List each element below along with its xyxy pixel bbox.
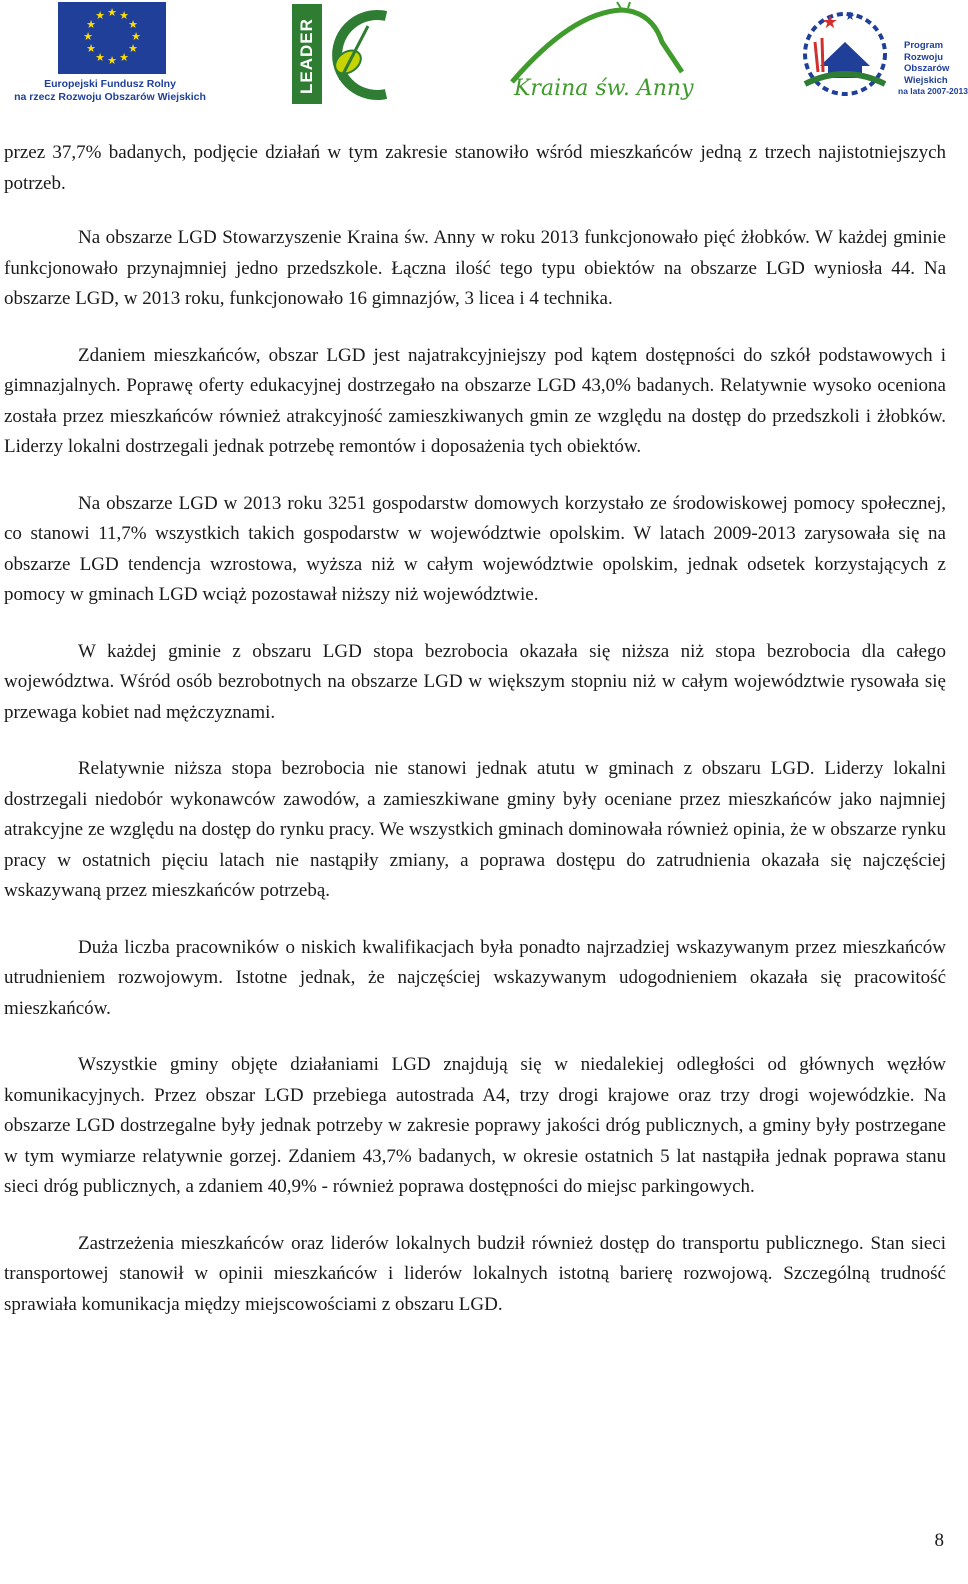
paragraph: Zastrzeżenia mieszkańców oraz liderów lokalnych budził również dostęp do transportu publicznego. Stan sieci transportowej stanowił w opinii mieszkańców i liderów lokalnych istotną barierę rozwojową. Szczególną trudność sprawiała komunikacja między miejscowościami z obszaru LGD. xyxy=(4,1232,946,1315)
prow-line: Program xyxy=(904,40,944,51)
svg-text:★: ★ xyxy=(128,43,138,55)
prow-line: Obszarów xyxy=(904,63,950,74)
kraina-logo xyxy=(452,2,710,106)
kraina-logo-text: Kraina św. Anny xyxy=(514,76,694,101)
paragraph: przez 37,7% badanych, podjęcie działań w tym zakresie stanowiło wśród mieszkańców jedną z trzech najistotniejszych potrzeb. xyxy=(4,142,946,194)
prow-logo-text xyxy=(904,40,949,86)
prow-logo xyxy=(790,2,968,106)
svg-text:★: ★ xyxy=(844,9,856,23)
prow-line: Rozwoju xyxy=(904,51,944,63)
paragraph: Na obszarze LGD Stowarzyszenie Kraina św. Anny w roku 2013 funkcjonowało pięć żłobków. W każdej gminie funkcjonowało przynajmniej jedno przedszkole. Łączna ilość tego typu obiektów na obszarze LGD wyniosła 44. Na obszarze LGD, w 2013 roku, funkcjonowało 16 gimnazjów, 3 licea i 4 technika. xyxy=(4,227,946,309)
svg-text:★: ★ xyxy=(86,43,96,55)
leader-logo xyxy=(290,2,396,106)
prow-line: Wiejskich xyxy=(904,74,948,86)
svg-text:★: ★ xyxy=(107,55,117,67)
svg-text:★: ★ xyxy=(95,52,105,64)
paragraph: Duża liczba pracowników o niskich kwalifikacjach była ponadto najrzadziej wskazywanym przez mieszkańców utrudnieniem rozwojowym. Istotne jednak, że najczęściej wskazywanym udogodnieniem okazała się pracowitość mieszkańców. xyxy=(4,936,946,1019)
svg-text:★: ★ xyxy=(107,7,117,19)
prow-years: na lata 2007-2013 xyxy=(898,86,968,96)
paragraph: Zdaniem mieszkańców, obszar LGD jest najatrakcyjniejszy pod kątem dostępności do szkół podstawowych i gimnazjalnych. Poprawę oferty edukacyjnej dostrzegało na obszarze LGD 43,0% badanych. Relatywnie wysoko oceniona została przez mieszkańców również atrakcyjność zamieszkiwanych gmin ze względu na dostęp do przedszkoli i żłobków. Liderzy lokalni dostrzegali jednak potrzebę remontów i doposażenia tych obiektów. xyxy=(4,344,946,457)
document-body xyxy=(4,138,946,1346)
paragraph: Wszystkie gminy objęte działaniami LGD znajdują się w niedalekiej odległości od głównych węzłów komunikacyjnych. Przez obszar LGD przebiega autostrada A4, trzy drogi krajowe oraz trzy drogi wojewódzkie. Na obszarze LGD dostrzegalne były jednak potrzeby w zakresie poprawy jakości dróg publicznych, a gminy były postrzegane w tym wymiarze relatywnie gorzej. Zdaniem 43,7% badanych, w okresie ostatnich 5 lat nastąpiła jednak poprawa stanu sieci dróg publicznych, a zdaniem 40,9% - również poprawa dostępności do miejsc parkingowych. xyxy=(4,1054,946,1197)
svg-text:★: ★ xyxy=(86,19,96,31)
leader-emblem-icon xyxy=(290,2,396,106)
eu-caption-line1: Europejski Fundusz Rolny xyxy=(44,78,176,90)
eu-fund-caption xyxy=(4,78,216,104)
eu-fund-logo xyxy=(4,2,216,106)
eu-flag-icon xyxy=(58,2,166,74)
paragraph: W każdej gminie z obszaru LGD stopa bezrobocia okazała się niższa niż stopa bezrobocia dla całego województwa. Wśród osób bezrobotnych na obszarze LGD w większym stopniu niż w całym województwie rysowała się przewaga kobiet nad mężczyznami. xyxy=(4,640,946,723)
svg-text:★: ★ xyxy=(119,52,129,64)
svg-text:★: ★ xyxy=(119,10,129,22)
svg-text:★: ★ xyxy=(95,10,105,22)
svg-text:★: ★ xyxy=(131,31,141,43)
page-header xyxy=(0,0,968,112)
svg-text:★: ★ xyxy=(83,31,93,43)
svg-text:★: ★ xyxy=(821,12,839,32)
svg-text:LEADER: LEADER xyxy=(297,18,316,94)
paragraph: Na obszarze LGD w 2013 roku 3251 gospodarstw domowych korzystało ze środowiskowej pomocy społecznej, co stanowi 11,7% wszystkich takich gospodarstw w województwie opolskim. W latach 2009-2013 zarysowała się na obszarze LGD tendencja wzrostowa, wyższa niż w całym województwie opolskim, jednak odsetek korzystających z pomocy w gminach LGD wciąż pozostawał niższy niż województwie. xyxy=(4,492,946,605)
eu-caption-line2: na rzecz Rozwoju Obszarów Wiejskich xyxy=(14,91,206,103)
page-number: 8 xyxy=(934,1530,944,1551)
paragraph: Relatywnie niższa stopa bezrobocia nie stanowi jednak atutu w gminach z obszaru LGD. Liderzy lokalni dostrzegali niedobór wykonawców zawodów, a zamieszkiwane gminy były oceniane przez mieszkańców jako najmniej atrakcyjne ze względu na dostęp do rynku pracy. We wszystkich gminach dominowała również opinia, że w obszarze rynku pracy w ostatnich pięciu latach nie nastąpiły zmiany, a poprawa dostępu do zatrudnienia okazała się najczęściej wskazywaną przez mieszkańców potrzebą. xyxy=(4,758,946,901)
svg-text:★: ★ xyxy=(128,19,138,31)
prow-emblem-icon xyxy=(790,2,900,102)
